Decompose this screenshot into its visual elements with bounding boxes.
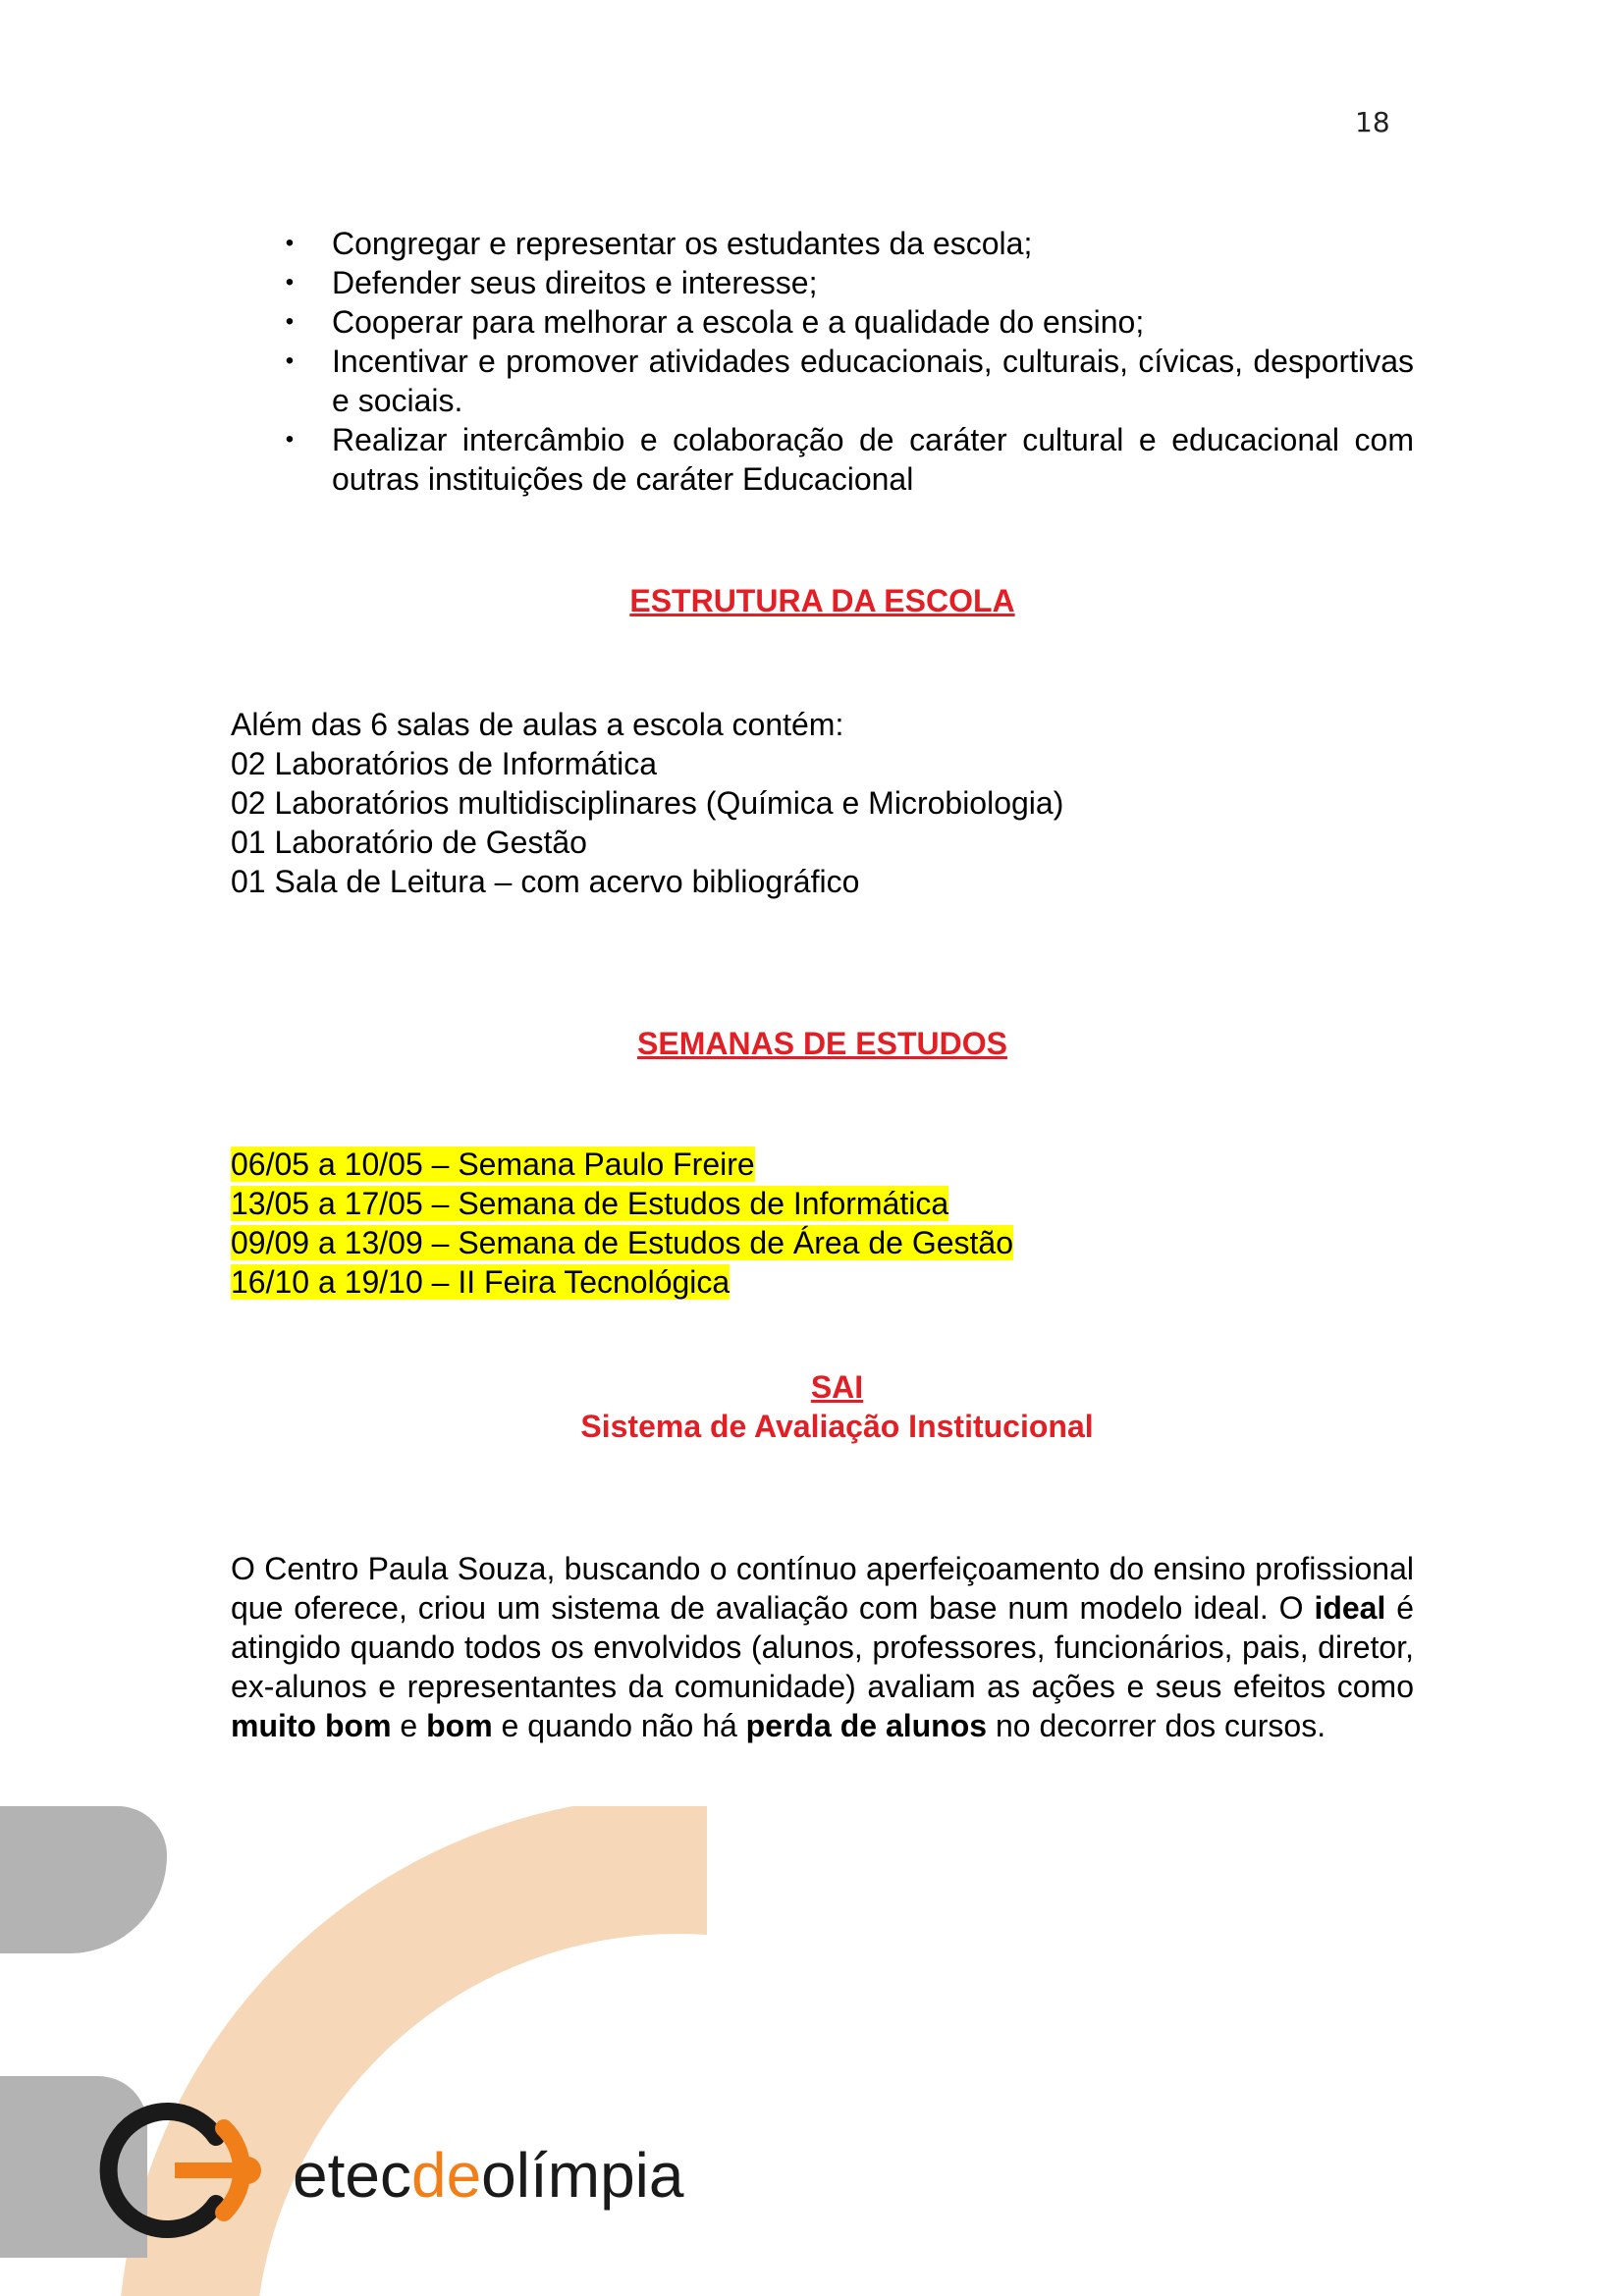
bullet-icon: •: [285, 426, 295, 453]
page-number: 18: [1355, 106, 1390, 138]
bullet-icon: •: [285, 347, 295, 374]
list-item: • Defender seus direitos e interesse;: [280, 263, 1414, 302]
list-item: 06/05 a 10/05 – Semana Paulo Freire: [231, 1147, 755, 1182]
estrutura-list: [231, 705, 1414, 901]
bullet-icon: •: [285, 308, 295, 335]
bullet-icon: •: [285, 269, 295, 295]
gray-block-decoration: [0, 2076, 147, 2258]
list-item: 16/10 a 19/10 – II Feira Tecnológica: [231, 1264, 730, 1300]
list-item: • Realizar intercâmbio e colaboração de caráter cultural e educacional com outras instituições de caráter Educacional: [280, 420, 1414, 499]
semanas-heading: SEMANAS DE ESTUDOS: [637, 1026, 1007, 1061]
footer-logo-art: [0, 1806, 707, 2296]
list-item: 01 Laboratório de Gestão: [231, 825, 587, 860]
list-item: 09/09 a 13/09 – Semana de Estudos de Área de Gestão: [231, 1225, 1014, 1260]
list-item: • Congregar e representar os estudantes da escola;: [280, 224, 1414, 263]
sai-heading: SAI: [810, 1369, 864, 1405]
list-item: • Cooperar para melhorar a escola e a qualidade do ensino;: [280, 302, 1414, 342]
list-item: Além das 6 salas de aulas a escola contém:: [231, 707, 844, 742]
list-item: 13/05 a 17/05 – Semana de Estudos de Informática: [231, 1186, 949, 1221]
list-item: 02 Laboratórios multidisciplinares (Química e Microbiologia): [231, 785, 1064, 821]
list-item: 02 Laboratórios de Informática: [231, 746, 658, 781]
bullet-icon: •: [285, 230, 295, 256]
list-item: 01 Sala de Leitura – com acervo bibliográfico: [231, 864, 860, 899]
estrutura-heading: ESTRUTURA DA ESCOLA: [629, 583, 1015, 618]
logo-wordmark: etecdeolímpia: [293, 2140, 684, 2211]
sai-subheading: Sistema de Avaliação Institucional: [580, 1409, 1094, 1444]
bullet-list: [280, 224, 1414, 499]
list-item: • Incentivar e promover atividades educacionais, culturais, cívicas, desportivas e sociais.: [280, 342, 1414, 420]
semanas-list: [231, 1145, 1414, 1302]
sai-paragraph: O Centro Paula Souza, buscando o contínuo aperfeiçoamento do ensino profissional que oferece, criou um sistema de avaliação com base num modelo ideal. O ideal é atingido quando todos os envolvidos (alunos, professores, funcionários, pais, diretor, ex-alunos e representantes da comunidade) avaliam as ações e seus efeitos como muito bom e bom e quando não há perda de alunos no decorrer dos cursos.: [231, 1551, 1415, 1743]
